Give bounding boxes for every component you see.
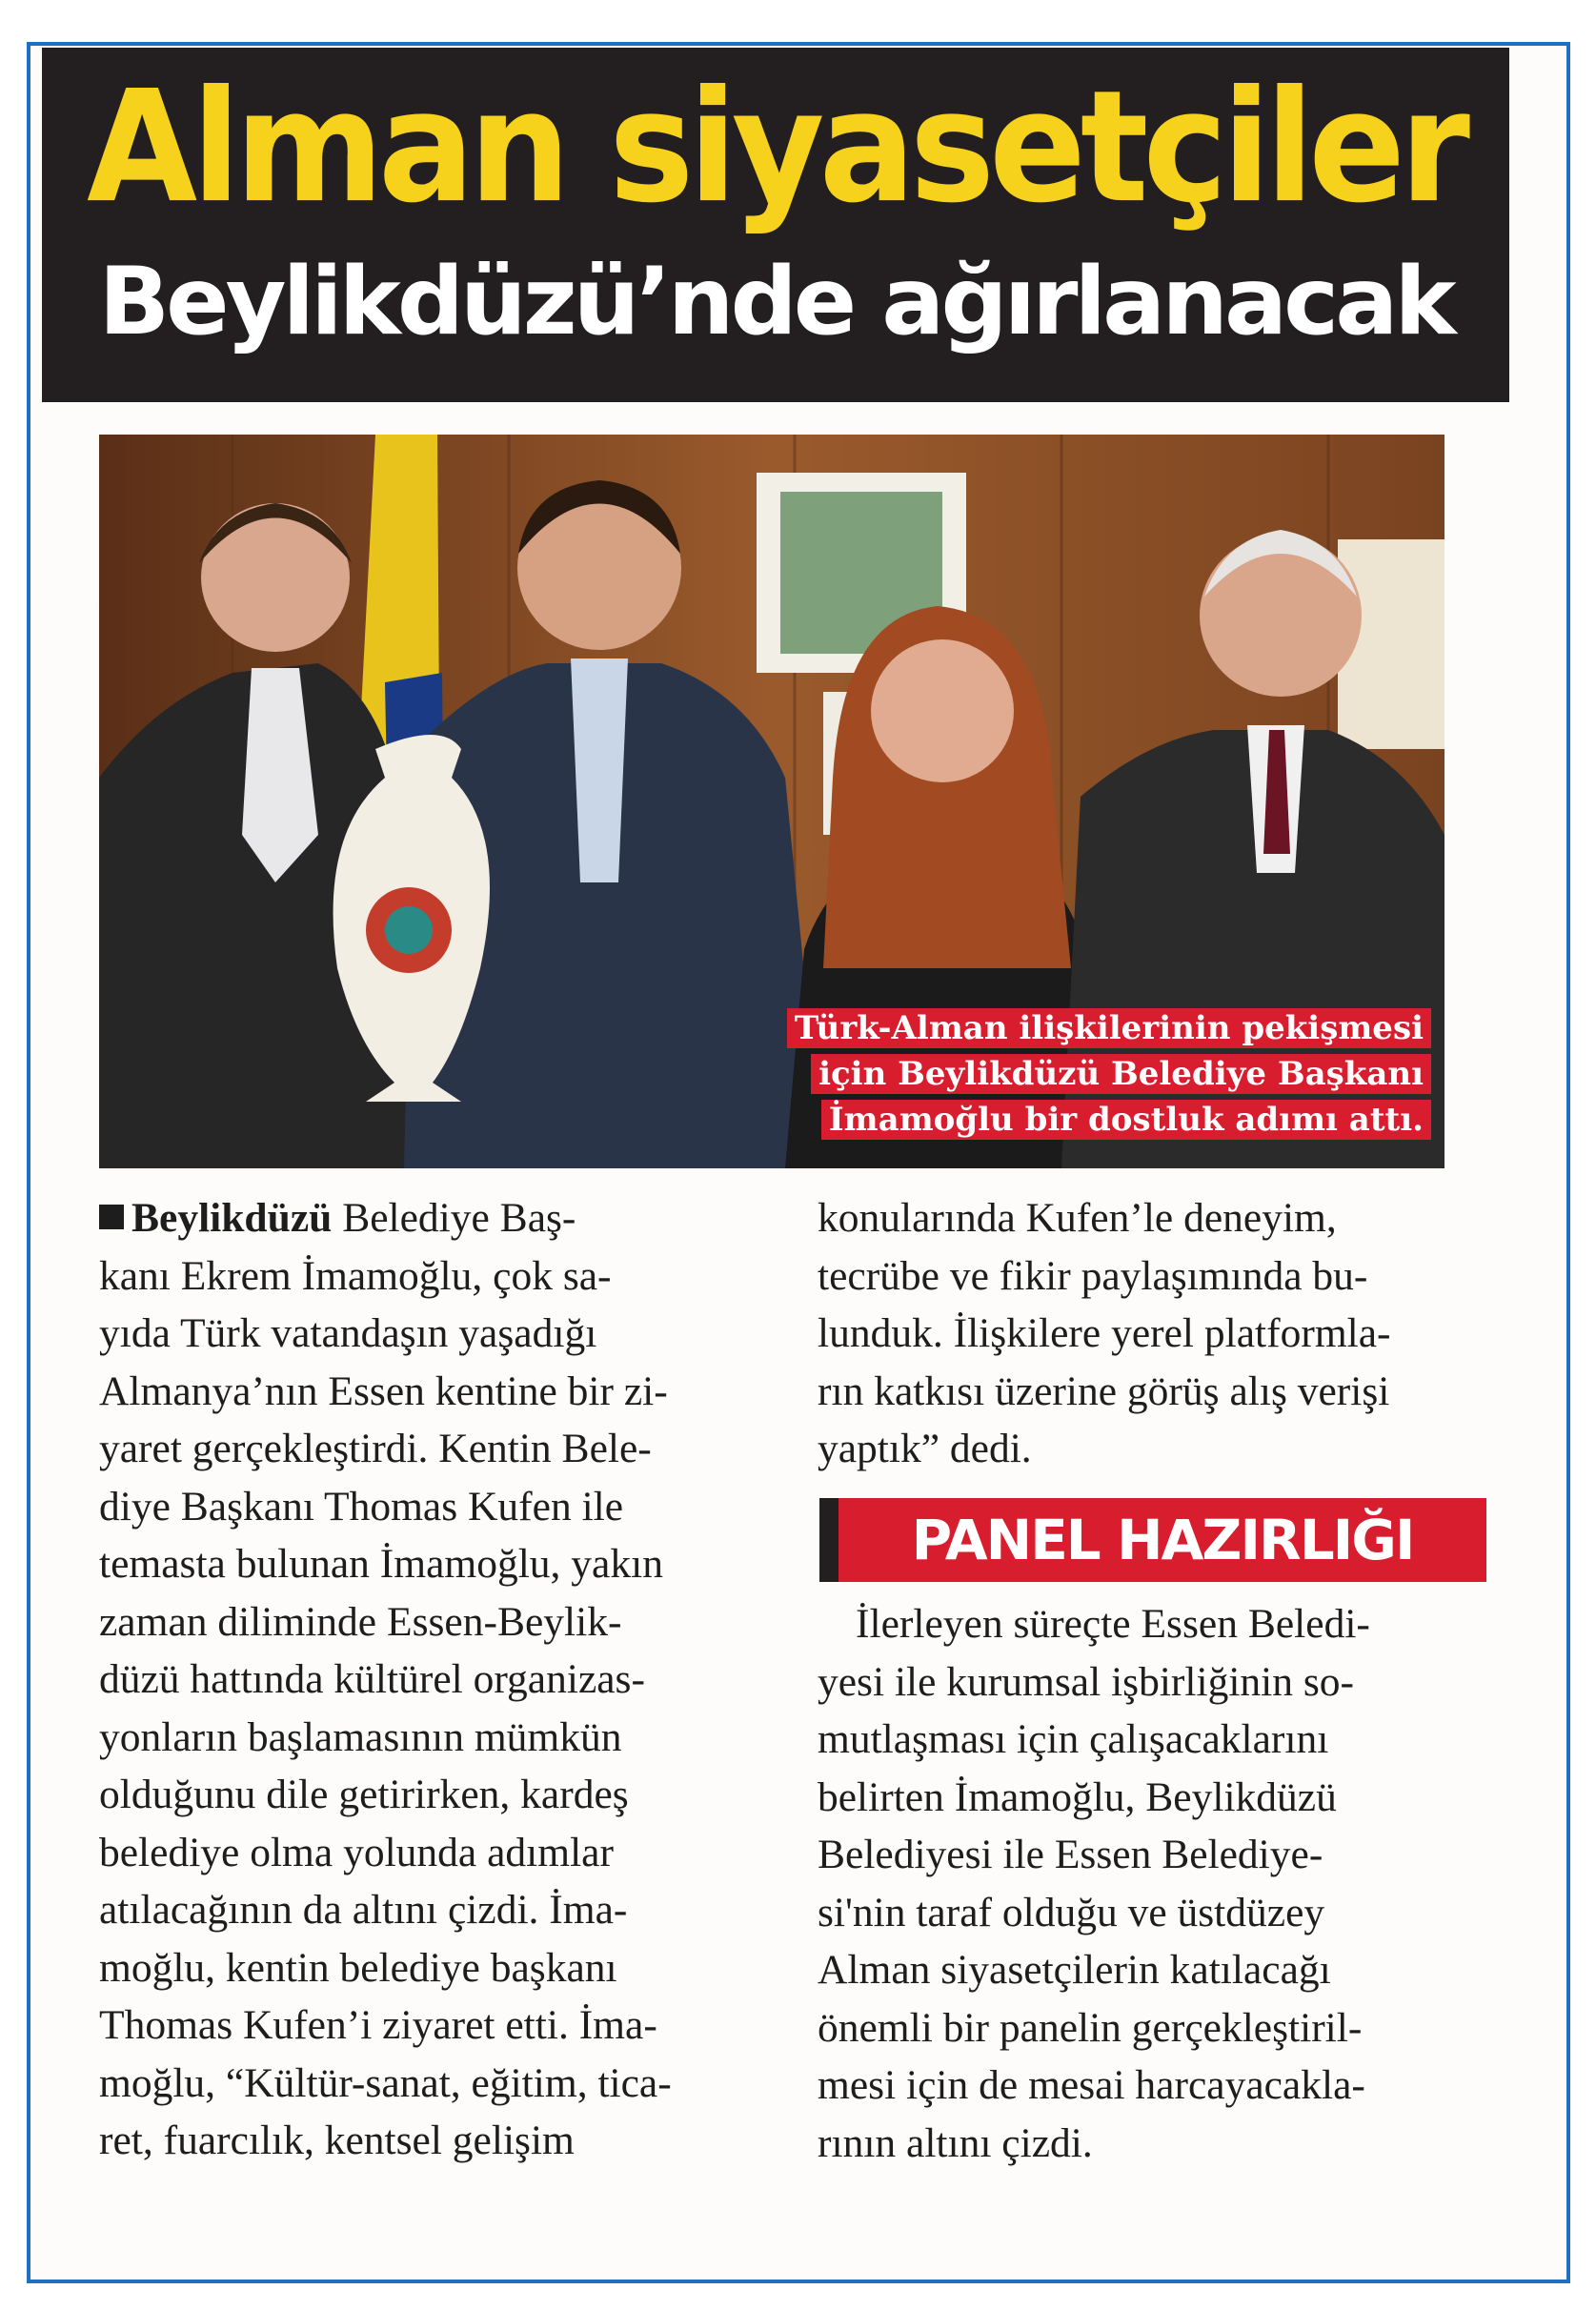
text-line: önemli bir panelin gerçekleştiril- bbox=[818, 2004, 1363, 2051]
section-subheading bbox=[819, 1498, 1486, 1582]
text-line: rının altını çizdi. bbox=[818, 2119, 1093, 2166]
text-line: Thomas Kufen’i ziyaret etti. İma- bbox=[99, 2002, 657, 2048]
square-bullet-icon bbox=[99, 1205, 124, 1229]
text-line: Beylikdüzü Belediye Baş- bbox=[99, 1189, 757, 1247]
text-line: İlerleyen süreçte Essen Beledi- bbox=[856, 1601, 1370, 1647]
text-line: mutlaşması için çalışacaklarını bbox=[818, 1716, 1329, 1762]
article-column-2 bbox=[818, 1189, 1485, 1478]
text-line: moğlu, “Kültür-sanat, eğitim, tica- bbox=[99, 2059, 672, 2106]
headline-banner bbox=[42, 48, 1509, 402]
photo-caption bbox=[787, 1003, 1431, 1140]
text-line: Belediyesi ile Essen Belediye- bbox=[818, 1832, 1323, 1877]
text-line: lunduk. İlişkilere yerel platformla- bbox=[818, 1310, 1391, 1356]
subheading-text: PANEL HAZIRLIĞI bbox=[911, 1508, 1414, 1572]
article-paragraph bbox=[99, 1189, 757, 2170]
text-line: mesi için de mesai harcayacakla- bbox=[818, 2062, 1365, 2108]
subheading-accent-bar bbox=[819, 1498, 838, 1582]
text-line: yaptık” dedi. bbox=[818, 1426, 1032, 1471]
text-line: moğlu, kentin belediye başkanı bbox=[99, 1944, 617, 1991]
text-line: kanı Ekrem İmamoğlu, çok sa- bbox=[99, 1252, 612, 1299]
article-paragraph bbox=[818, 1189, 1485, 1478]
text-line: olduğunu dile getirirken, kardeş bbox=[99, 1772, 629, 1817]
article-paragraph bbox=[818, 1653, 1485, 2173]
lead-word: Beylikdüzü bbox=[131, 1195, 333, 1241]
text-line: diye Başkanı Thomas Kufen ile bbox=[99, 1483, 624, 1530]
article-paragraph bbox=[818, 1595, 1485, 1653]
news-photo bbox=[99, 435, 1444, 1168]
caption-line: İmamoğlu bir dostluk adımı attı. bbox=[821, 1100, 1431, 1140]
text-line: rın katkısı üzerine görüş alış verişi bbox=[818, 1368, 1390, 1414]
text-line: ret, fuarcılık, kentsel gelişim bbox=[99, 2118, 575, 2163]
text-line: yonların başlamasının mümkün bbox=[99, 1713, 622, 1760]
text-line: Almanya’nın Essen kentine bir zi- bbox=[99, 1368, 668, 1414]
text-line: si'nin taraf olduğu ve üstdüzey bbox=[818, 1889, 1325, 1935]
caption-line: için Beylikdüzü Belediye Başkanı bbox=[811, 1054, 1431, 1094]
text-line: belediye olma yolunda adımlar bbox=[99, 1829, 614, 1875]
article-column-2-continued bbox=[818, 1595, 1485, 2172]
text-line: tecrübe ve fikir paylaşımında bu- bbox=[818, 1252, 1368, 1299]
text-line: atılacağının da altını çizdi. İma- bbox=[99, 1887, 628, 1933]
text-line: yıda Türk vatandaşın yaşadığı bbox=[99, 1310, 597, 1356]
text-line: konularında Kufen’le deneyim, bbox=[818, 1195, 1337, 1241]
article-column-1 bbox=[99, 1189, 757, 2170]
text-line: yesi ile kurumsal işbirliğinin so- bbox=[818, 1658, 1355, 1705]
text-line: Alman siyasetçilerin katılacağı bbox=[818, 1947, 1331, 1993]
caption-line: Türk-Alman ilişkilerinin pekişmesi bbox=[787, 1008, 1431, 1048]
text-line: yaret gerçekleştirdi. Kentin Bele- bbox=[99, 1426, 652, 1471]
text-line: zaman diliminde Essen-Beylik- bbox=[99, 1598, 622, 1645]
text-line: belirten İmamoğlu, Beylikdüzü bbox=[818, 1773, 1337, 1820]
text-line: düzü hattında kültürel organizas- bbox=[99, 1656, 645, 1702]
headline-subtitle: Beylikdüzü’nde ağırlanacak bbox=[98, 248, 1453, 356]
text-line: temasta bulunan İmamoğlu, yakın bbox=[99, 1541, 663, 1587]
headline-title: Alman siyasetçiler bbox=[87, 58, 1465, 237]
